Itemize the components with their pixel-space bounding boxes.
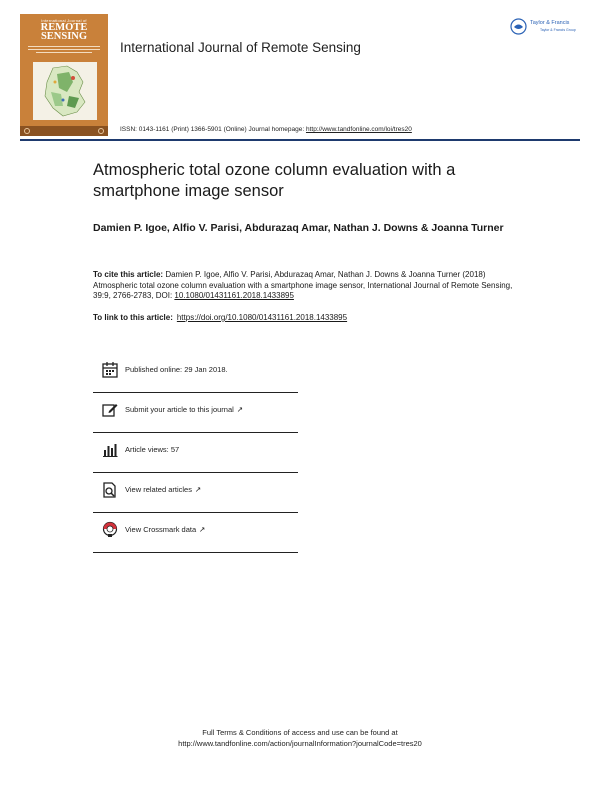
crossmark-icon xyxy=(101,521,119,539)
publisher-logo-icon xyxy=(510,18,527,35)
cover-title-small: International Journal of xyxy=(41,18,87,23)
external-link-icon: ↗ xyxy=(199,525,206,534)
cover-title xyxy=(20,23,108,41)
terms-footer-link[interactable]: http://www.tandfonline.com/action/journalInformation?journalCode=tres20 xyxy=(178,739,422,748)
related-articles-row[interactable] xyxy=(93,473,298,513)
article-doi-link[interactable]: https://doi.org/10.1080/01431161.2018.1433895 xyxy=(176,313,348,322)
related-articles-link[interactable] xyxy=(125,485,201,494)
cover-map-image xyxy=(33,62,97,120)
calendar-icon xyxy=(101,361,119,379)
issn-text: ISSN: 0143-1161 (Print) 1366-5901 (Online) Journal homepage: xyxy=(120,126,306,133)
published-online-label: Published online: 29 Jan 2018. xyxy=(125,365,228,374)
external-link-icon: ↗ xyxy=(194,485,202,494)
terms-footer-line1: Full Terms & Conditions of access and use can be found at xyxy=(202,728,398,737)
journal-cover xyxy=(20,14,108,136)
citation-text: Damien P. Igoe, Alfio V. Parisi, Abdurazaq Amar, Nathan J. Downs & Joanna Turner (2018) Atmospheric total ozone column evaluation with a smartphone image sensor, International Journal of Remote Sensing, 39:9, 2766-2783, DOI: xyxy=(93,270,513,300)
crossmark-row[interactable] xyxy=(93,513,298,553)
cover-subtitle-line xyxy=(36,52,92,53)
cover-footer-band xyxy=(20,126,108,136)
crossmark-label: View Crossmark data xyxy=(125,525,197,534)
cover-title-line1: REMOTE xyxy=(40,22,88,33)
terms-footer xyxy=(0,727,600,749)
header-divider xyxy=(20,139,580,141)
submit-article-link[interactable] xyxy=(125,405,243,414)
cover-subtitle-line xyxy=(28,49,100,50)
submit-article-label: Submit your article to this journal xyxy=(125,405,234,414)
article-link-label: To link to this article: xyxy=(93,313,173,322)
article-authors: Damien P. Igoe, Alfio V. Parisi, Abdurazaq Amar, Nathan J. Downs & Joanna Turner xyxy=(93,222,504,234)
citation-block xyxy=(93,270,523,302)
publisher-name: Taylor & Francis xyxy=(530,20,570,26)
journal-name: International Journal of Remote Sensing xyxy=(120,40,361,55)
related-articles-icon xyxy=(101,481,119,499)
article-views-row xyxy=(93,433,298,473)
publisher-logo[interactable] xyxy=(510,18,584,38)
submit-article-row[interactable] xyxy=(93,393,298,433)
cover-publisher-logo-icon xyxy=(98,128,104,134)
article-actions-list xyxy=(93,353,298,553)
cover-subtitle-line xyxy=(28,46,100,47)
crossmark-link[interactable] xyxy=(125,525,205,534)
issn-line xyxy=(120,126,412,133)
publisher-tagline: Taylor & Francis Group xyxy=(540,28,576,32)
external-link-icon: ↗ xyxy=(236,405,244,414)
bar-chart-icon xyxy=(101,441,119,459)
edit-icon xyxy=(101,401,119,419)
cover-title-line2: SENSING xyxy=(40,31,88,42)
journal-homepage-link[interactable]: http://www.tandfonline.com/loi/tres20 xyxy=(305,126,412,133)
article-views-label: Article views: 57 xyxy=(125,445,180,454)
related-articles-label: View related articles xyxy=(125,485,192,494)
published-online-row xyxy=(93,353,298,393)
citation-doi-link[interactable]: 10.1080/01431161.2018.1433895 xyxy=(174,291,294,300)
article-title: Atmospheric total ozone column evaluation with a smartphone image sensor xyxy=(93,161,456,200)
cover-society-logo-icon xyxy=(24,128,30,134)
article-link-block xyxy=(93,313,523,324)
citation-label: To cite this article: xyxy=(93,270,164,279)
